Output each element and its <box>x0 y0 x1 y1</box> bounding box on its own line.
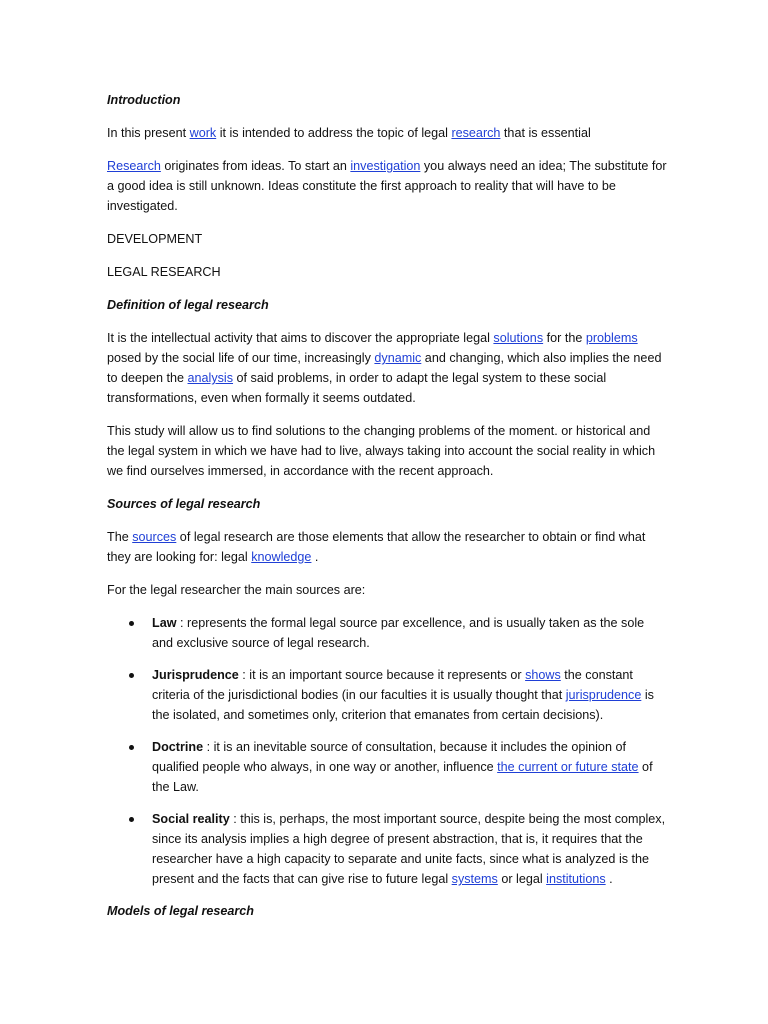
bullet-icon <box>129 673 134 678</box>
link-research-2[interactable]: Research <box>107 159 161 173</box>
text-run: of legal research are those elements that allow the researcher to obtain or find what they are looking for: legal <box>107 530 646 564</box>
link-shows[interactable]: shows <box>525 668 561 682</box>
link-solutions[interactable]: solutions <box>493 331 544 345</box>
link-investigation[interactable]: investigation <box>350 159 421 173</box>
text-run: It is the intellectual activity that aims to discover the appropriate legal <box>107 331 494 345</box>
term-law: Law <box>152 616 177 630</box>
definition-paragraph-2: This study will allow us to find solutions to the changing problems of the moment. or historical and the legal system in which we have had to live, always taking into account the social reality in which we find ourselves immersed, in accordance with the recent approach. <box>107 424 656 478</box>
link-problems[interactable]: problems <box>585 331 638 345</box>
text-run: : it is an important source because it represents or <box>238 668 526 682</box>
bullet-icon <box>129 817 134 822</box>
text-run: it is intended to address the topic of legal <box>216 126 452 140</box>
text-run: : represents the formal legal source par excellence, and is usually taken as the sole and exclusive source of legal research. <box>152 616 645 650</box>
link-sources[interactable]: sources <box>132 530 177 544</box>
list-item-social-reality <box>107 809 668 889</box>
text-run: you always need an idea; The substitute for a good idea is still unknown. Ideas constitute the first approach to reality that will have to be investigated. <box>107 159 667 213</box>
link-jurisprudence[interactable]: jurisprudence <box>565 688 642 702</box>
text-run: is the isolated, and sometimes only, criterion that emanates from certain decisions). <box>152 688 654 722</box>
link-analysis[interactable]: analysis <box>187 371 234 385</box>
text-run: The <box>107 530 133 544</box>
definition-heading: Definition of legal research <box>107 298 269 312</box>
link-research[interactable]: research <box>451 126 501 140</box>
text-run: . <box>605 872 613 886</box>
link-knowledge[interactable]: knowledge <box>251 550 312 564</box>
development-label: DEVELOPMENT <box>107 232 203 246</box>
link-institutions[interactable]: institutions <box>546 872 606 886</box>
term-jurisprudence: Jurisprudence <box>152 668 239 682</box>
text-run: . <box>311 550 319 564</box>
legal-research-subtitle: LEGAL RESEARCH <box>107 265 221 279</box>
list-item-jurisprudence <box>107 665 668 725</box>
intro-paragraph-2 <box>107 156 668 216</box>
bullet-icon <box>129 745 134 750</box>
text-run: for the <box>543 331 586 345</box>
text-run: or legal <box>497 872 547 886</box>
list-item-doctrine <box>107 737 668 797</box>
term-doctrine: Doctrine <box>152 740 204 754</box>
term-social-reality: Social reality <box>152 812 230 826</box>
sources-list <box>107 613 668 889</box>
introduction-heading: Introduction <box>107 93 181 107</box>
link-current-or-future-state[interactable]: the current or future state <box>497 760 639 774</box>
text-run: of the Law. <box>152 760 653 794</box>
link-work[interactable]: work <box>189 126 217 140</box>
text-run: originates from ideas. To start an <box>160 159 351 173</box>
text-run: that is essential <box>500 126 591 140</box>
sources-heading: Sources of legal research <box>107 497 261 511</box>
text-run: and changing, which also implies the need to deepen the <box>107 351 662 385</box>
intro-paragraph-1 <box>107 123 668 143</box>
text-run: the constant criteria of the jurisdictional bodies (in our faculties it is usually thought that <box>152 668 633 702</box>
text-run: In this present <box>107 126 190 140</box>
text-run: posed by the social life of our time, increasingly <box>107 351 375 365</box>
text-run: of said problems, in order to adapt the legal system to these social transformations, even when formally it seems outdated. <box>107 371 607 405</box>
link-dynamic[interactable]: dynamic <box>374 351 422 365</box>
definition-paragraph-1 <box>107 328 668 408</box>
list-item-law <box>107 613 668 653</box>
sources-paragraph-1 <box>107 527 668 567</box>
bullet-icon <box>129 621 134 626</box>
text-run: : it is an inevitable source of consultation, because it includes the opinion of qualified people who always, in one way or another, influence <box>152 740 626 774</box>
models-heading: Models of legal research <box>107 904 254 918</box>
link-systems[interactable]: systems <box>451 872 498 886</box>
text-run: : this is, perhaps, the most important source, despite being the most complex, since its analysis implies a high degree of present abstraction, that is, it requires that the researcher have a high capacity to separate and unite facts, since what is analyzed is the present and the facts that can give rise to future legal <box>152 812 666 886</box>
sources-paragraph-2: For the legal researcher the main sources are: <box>107 583 366 597</box>
